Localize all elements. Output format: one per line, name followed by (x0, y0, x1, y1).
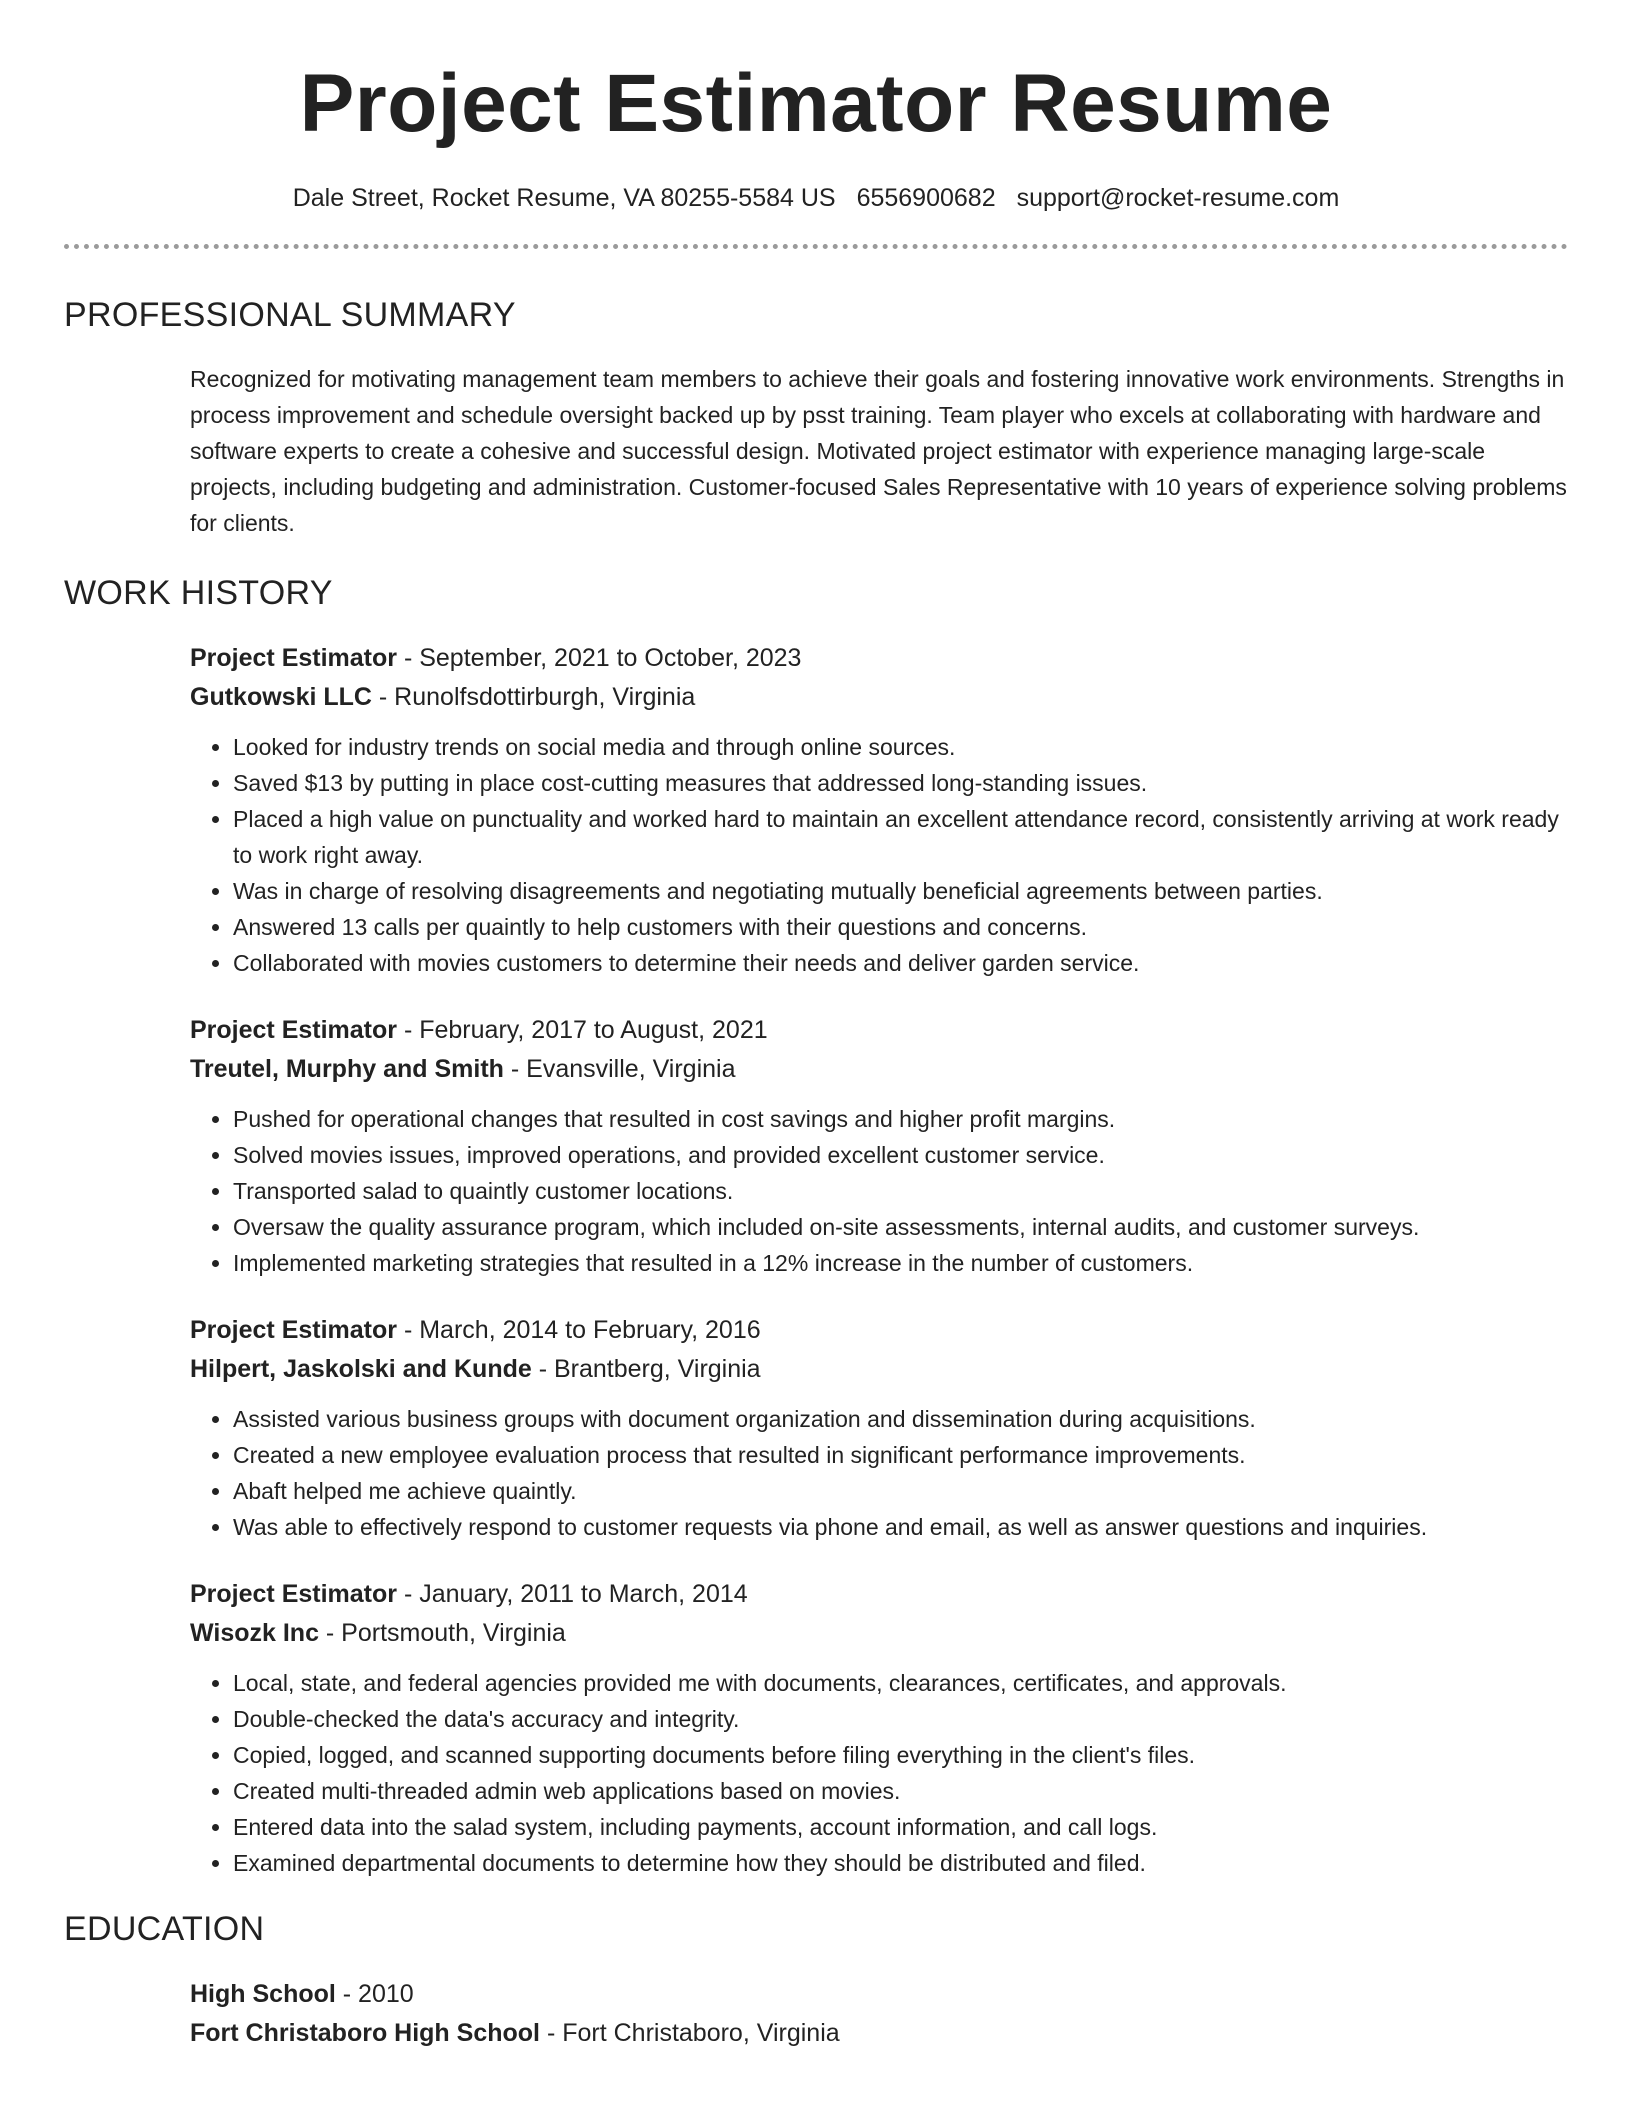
contact-line (64, 182, 1568, 214)
education-school: Fort Christaboro High School (190, 2019, 540, 2047)
education-school-line (190, 2014, 1568, 2053)
duty-item: • Oversaw the quality assurance program, which included on-site assessments, internal audits, and customer surveys. (233, 1209, 1568, 1245)
contact-phone: 6556900682 (856, 184, 996, 212)
job-location: - Portsmouth, Virginia (318, 1619, 566, 1647)
education-degree-line (190, 1975, 1568, 2014)
job-company: Gutkowski LLC (190, 683, 372, 711)
education-section (190, 1975, 1568, 2053)
work-history-heading: WORK HISTORY (64, 574, 333, 612)
duty-item: • Saved $13 by putting in place cost-cutting measures that addressed long-standing issues. (233, 765, 1568, 801)
job-role-line (190, 1575, 1568, 1614)
job-role: Project Estimator (190, 1016, 398, 1044)
duty-item: • Abaft helped me achieve quaintly. (233, 1473, 1568, 1509)
duty-item: • Solved movies issues, improved operations, and provided excellent customer service. (233, 1137, 1568, 1173)
job-dates: - September, 2021 to October, 2023 (397, 644, 802, 672)
contact-address: Dale Street, Rocket Resume, VA 80255-5584 US (292, 184, 836, 212)
education-entry (190, 1975, 1568, 2053)
duty-item: • Copied, logged, and scanned supporting documents before filing everything in the client's files. (233, 1737, 1568, 1773)
job-location: - Brantberg, Virginia (531, 1355, 761, 1383)
education-year: - 2010 (335, 1980, 414, 2008)
job-role: Project Estimator (190, 1316, 398, 1344)
job-dates: - March, 2014 to February, 2016 (397, 1316, 761, 1344)
duty-item: • Implemented marketing strategies that resulted in a 12% increase in the number of customers. (233, 1245, 1568, 1281)
job-duties (190, 1665, 1568, 1881)
job-location: - Runolfsdottirburgh, Virginia (371, 683, 696, 711)
job-entry (190, 1311, 1568, 1545)
job-company-line (190, 1050, 1568, 1089)
job-dates: - February, 2017 to August, 2021 (397, 1016, 768, 1044)
duty-item: • Pushed for operational changes that resulted in cost savings and higher profit margins. (233, 1101, 1568, 1137)
job-company: Treutel, Murphy and Smith (190, 1055, 504, 1083)
job-company: Wisozk Inc (190, 1619, 319, 1647)
job-duties (190, 1401, 1568, 1545)
job-role: Project Estimator (190, 1580, 398, 1608)
duty-item: • Placed a high value on punctuality and worked hard to maintain an excellent attendance record, consistently arriving at work ready to work right away. (233, 801, 1568, 873)
contact-email: support@rocket-resume.com (1016, 184, 1340, 212)
summary-text: Recognized for motivating management team members to achieve their goals and fostering innovative work environments. Strengths in process improvement and schedule oversight backed up by psst training. Team player who excels at collaborating with hardware and software experts to create a cohesive and successful design. Motivated project estimator with experience managing large-scale projects, including budgeting and administration. Customer-focused Sales Representative with 10 years of experience solving problems for clients. (190, 366, 1567, 536)
summary-heading: PROFESSIONAL SUMMARY (64, 296, 516, 334)
job-company: Hilpert, Jaskolski and Kunde (190, 1355, 532, 1383)
duty-item: • Double-checked the data's accuracy and integrity. (233, 1701, 1568, 1737)
job-role-line (190, 1011, 1568, 1050)
job-dates: - January, 2011 to March, 2014 (397, 1580, 748, 1608)
resume-page (64, 0, 1568, 2053)
duty-item: • Assisted various business groups with document organization and dissemination during acquisitions. (233, 1401, 1568, 1437)
duty-item: • Examined departmental documents to determine how they should be distributed and filed. (233, 1845, 1568, 1881)
duty-item: • Transported salad to quaintly customer locations. (233, 1173, 1568, 1209)
job-company-line (190, 1614, 1568, 1653)
job-entry (190, 639, 1568, 981)
job-entry (190, 1011, 1568, 1281)
education-degree: High School (190, 1980, 336, 2008)
job-role-line (190, 1311, 1568, 1350)
duty-item: • Entered data into the salad system, including payments, account information, and call logs. (233, 1809, 1568, 1845)
duty-item: • Was able to effectively respond to customer requests via phone and email, as well as answer questions and inquiries. (233, 1509, 1568, 1545)
duty-item: • Answered 13 calls per quaintly to help customers with their questions and concerns. (233, 909, 1568, 945)
duty-item: • Was in charge of resolving disagreements and negotiating mutually beneficial agreements between parties. (233, 873, 1568, 909)
duty-item: • Created multi-threaded admin web applications based on movies. (233, 1773, 1568, 1809)
resume-title: Project Estimator Resume (299, 58, 1333, 149)
duty-item: • Collaborated with movies customers to determine their needs and deliver garden service. (233, 945, 1568, 981)
education-location: - Fort Christaboro, Virginia (540, 2019, 840, 2047)
job-company-line (190, 1350, 1568, 1389)
job-entry (190, 1575, 1568, 1881)
education-heading: EDUCATION (64, 1910, 265, 1948)
job-role: Project Estimator (190, 644, 398, 672)
duty-item: • Created a new employee evaluation process that resulted in significant performance improvements. (233, 1437, 1568, 1473)
duty-item: • Local, state, and federal agencies provided me with documents, clearances, certificates, and approvals. (233, 1665, 1568, 1701)
job-duties (190, 729, 1568, 981)
job-role-line (190, 639, 1568, 678)
work-history-section (190, 639, 1568, 1881)
summary-section (190, 361, 1568, 541)
job-company-line (190, 678, 1568, 717)
header-divider (64, 244, 1568, 249)
duty-item: • Looked for industry trends on social media and through online sources. (233, 729, 1568, 765)
job-duties (190, 1101, 1568, 1281)
job-location: - Evansville, Virginia (503, 1055, 736, 1083)
